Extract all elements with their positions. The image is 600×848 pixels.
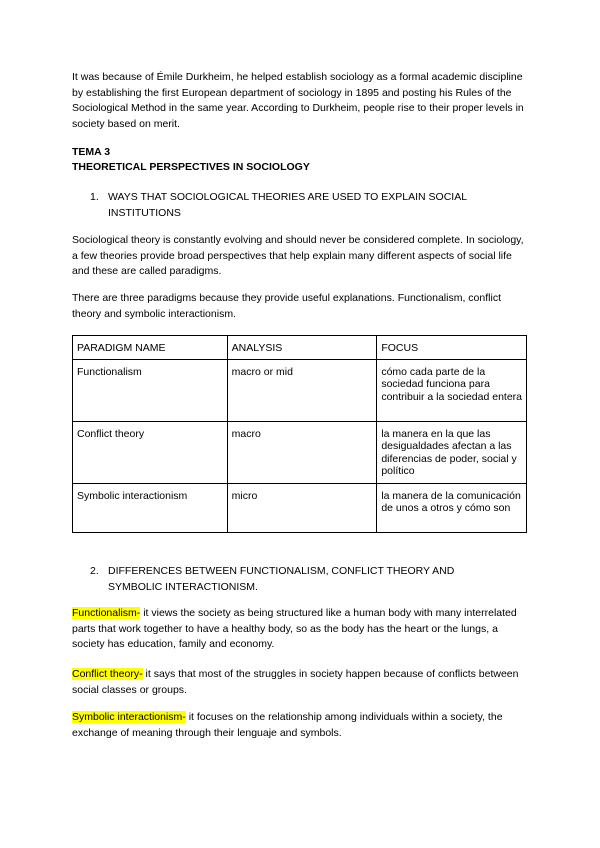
- list-number: 1.: [90, 191, 99, 203]
- definition-text: it says that most of the struggles in society happen because of conflicts between social classes or groups.: [72, 668, 519, 696]
- table-header: ANALYSIS: [227, 336, 377, 360]
- definition-functionalism: [72, 606, 532, 653]
- table-cell: la manera en la que las desigualdades afectan a las diferencias de poder, social y político: [377, 421, 527, 483]
- table-cell: cómo cada parte de la sociedad funciona para contribuir a la sociedad entera: [377, 359, 527, 421]
- table-cell: Symbolic interactionism: [73, 483, 228, 532]
- table-row: [73, 359, 527, 421]
- definition-text: it views the society as being structured like a human body with many interrelated parts that work together to have a healthy body, so as the body has the heart or the lungs, a society has education, family and economy.: [72, 607, 517, 650]
- table-cell: Conflict theory: [73, 421, 228, 483]
- definition-conflict-theory: [72, 667, 532, 698]
- list-text: DIFFERENCES BETWEEN FUNCTIONALISM, CONFLICT THEORY AND SYMBOLIC INTERACTIONISM.: [108, 565, 455, 593]
- section-title: THEORETICAL PERSPECTIVES IN SOCIOLOGY: [72, 161, 310, 173]
- table-cell: micro: [227, 483, 377, 532]
- table-cell: macro: [227, 421, 377, 483]
- paradigm-paragraph: Sociological theory is constantly evolving and should never be considered complete. In sociology, a few theories provide broad perspectives that help explain many different aspects of social life and these are called paradigms.: [72, 234, 524, 277]
- table-cell: la manera de la comunicación de unos a otros y cómo son: [377, 483, 527, 532]
- definition-symbolic-interactionism: [72, 710, 532, 741]
- three-paradigms-paragraph: There are three paradigms because they provide useful explanations. Functionalism, conflict theory and symbolic interactionism.: [72, 292, 501, 320]
- table-row: [73, 421, 527, 483]
- table-cell: macro or mid: [227, 359, 377, 421]
- table-header: FOCUS: [377, 336, 527, 360]
- table-row: [73, 483, 527, 532]
- section-tema: TEMA 3: [72, 146, 111, 158]
- table-cell: Functionalism: [73, 359, 228, 421]
- table-header: PARADIGM NAME: [73, 336, 228, 360]
- intro-paragraph: It was because of Émile Durkheim, he helped establish sociology as a formal academic discipline by establishing the first European department of sociology in 1895 and posting his Rules of the Sociological Method in the same year. According to Durkheim, people rise to their proper levels in society based on merit.: [72, 71, 524, 130]
- list-number: 2.: [90, 565, 99, 577]
- table-header-row: [73, 336, 527, 360]
- paradigms-table: [72, 335, 527, 533]
- highlighted-term: Functionalism-: [72, 607, 141, 619]
- highlighted-term: Conflict theory-: [72, 668, 143, 680]
- definition-text: it focuses on the relationship among individuals within a society, the exchange of meaning through their lenguaje and symbols.: [72, 711, 503, 739]
- highlighted-term: Symbolic interactionism-: [72, 711, 186, 723]
- list-text: WAYS THAT SOCIOLOGICAL THEORIES ARE USED TO EXPLAIN SOCIAL INSTITUTIONS: [108, 191, 467, 219]
